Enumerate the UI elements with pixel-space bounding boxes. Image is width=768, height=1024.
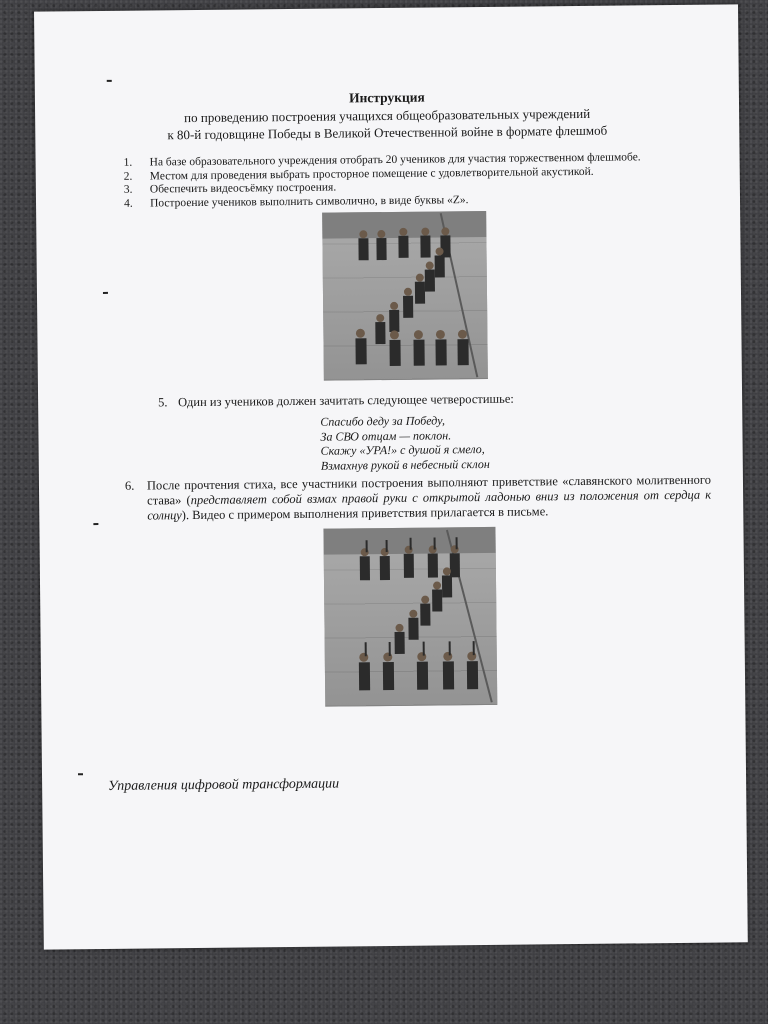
margin-mark — [93, 523, 98, 525]
poem-line: За СВО отцам — поклон. — [320, 427, 452, 444]
poem — [320, 413, 490, 473]
step-6: 6. После прочтения стиха, все участники построения выполняют приветствие «славянского молитвенного става» (представляет собой взмах правой руки с открытой ладонью вниз из положения от сердца к солнцу). Видео с примером выполнения приветствия прилагается в письме. — [124, 472, 712, 523]
margin-mark — [107, 80, 112, 82]
student-row-top — [358, 227, 450, 260]
list-item: 2. Местом для проведения выбрать просторное помещение с удовлетворительной акустикой. — [123, 165, 594, 183]
document-sheet — [34, 4, 748, 949]
document-subtitle-line: по проведению построения учащихся общеобразовательных учреждений — [184, 105, 591, 126]
step-6-text: После прочтения стиха, все участники построения выполняют приветствие «славянского молитвенного става» (представляет собой взмах правой руки с открытой ладонью вниз из положения от сердца к солнцу). Видео с примером выполнения приветствия прилагается в письме. — [146, 472, 712, 523]
document-subtitle-line: к 80-й годовщине Победы в Великой Отечественной войне в формате флешмоб — [167, 122, 608, 143]
salute-photo — [323, 527, 497, 707]
students-salute-graphic — [323, 527, 497, 707]
student-diagonal — [375, 247, 446, 344]
document-title: Инструкция — [348, 89, 425, 106]
poem-line: Спасибо деду за Победу, — [320, 413, 445, 429]
margin-mark — [103, 292, 108, 294]
signature-department: Управления цифровой трансформации — [108, 776, 340, 794]
steps-list — [124, 151, 642, 210]
formation-photo-z — [322, 211, 488, 381]
student-row-bottom — [355, 328, 468, 367]
margin-mark — [78, 773, 83, 775]
list-item: 3. Обеспечить видеосъёмку построения. — [123, 181, 337, 196]
poem-line: Скажу «УРА!» с душой я смело, — [320, 441, 485, 458]
poem-line: Взмахнув рукой в небесный склон — [320, 456, 490, 473]
step-5: 5. Один из учеников должен зачитать следующее четверостишье: — [158, 391, 514, 410]
students-formation-graphic — [322, 211, 488, 381]
list-item: 4. Построение учеников выполнить символично, в виде буквы «Z». — [123, 193, 469, 210]
student-diagonal — [394, 567, 453, 654]
student-row-bottom — [359, 641, 478, 690]
list-item: 1. На базе образовательного учреждения отобрать 20 учеников для участия торжественном флешмобе. — [123, 151, 641, 169]
